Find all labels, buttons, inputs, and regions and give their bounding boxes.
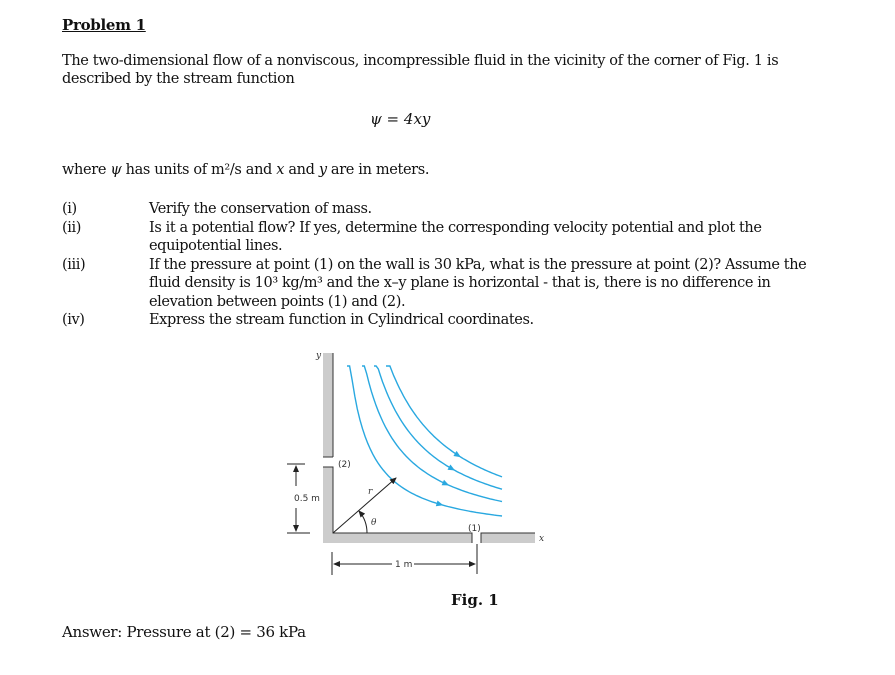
question-text: If the pressure at point (1) on the wall is 30 kPa, what is the pressure at point (2)? Assume the fluid density is 10³ kg/m³ and the x–y plane is horizontal - that is, there is no difference in elevation between points (1) and (2). — [149, 256, 807, 310]
question-number: (iv) — [62, 312, 85, 328]
y-axis-label: y — [316, 351, 322, 361]
units-suffix: are in meters. — [326, 162, 430, 178]
point-2-label: (2) — [338, 460, 351, 470]
equation-operator: = — [386, 110, 400, 128]
height-dim-label: 0.5 m — [294, 494, 320, 504]
units-psi: ψ — [110, 162, 122, 178]
equation-rhs: 4xy — [403, 110, 431, 128]
answer-text: Answer: Pressure at (2) = 36 kPa — [62, 623, 306, 641]
radius-label: r — [368, 487, 373, 497]
question-number: (ii) — [62, 219, 81, 236]
question-number: (iii) — [62, 256, 86, 273]
question-text: Express the stream function in Cylindrical coordinates. — [149, 312, 534, 328]
theta-label: θ — [371, 518, 377, 528]
theta-arc — [359, 511, 367, 533]
units-x: x — [276, 162, 285, 178]
x-axis-label: x — [539, 534, 545, 544]
streamline-arrow — [453, 451, 461, 457]
units-prefix: where — [62, 162, 111, 178]
corner-wall-edge — [323, 467, 472, 543]
question-text: Verify the conservation of mass. — [149, 201, 372, 217]
streamline — [386, 366, 502, 477]
width-dim-label: 1 m — [395, 560, 413, 570]
units-mid: has units of m²/s and — [121, 162, 277, 178]
equation-lhs: ψ — [370, 110, 382, 128]
figure-caption: Fig. 1 — [451, 591, 499, 609]
problem-intro: The two-dimensional flow of a nonviscous, incompressible fluid in the vicinity of the corner of Fig. 1 is described by the stream function — [62, 53, 779, 87]
question-number: (i) — [62, 201, 77, 217]
problem-title: Problem 1 — [62, 16, 146, 34]
question-text: Is it a potential flow? If yes, determine the corresponding velocity potential and plot the equipotential lines. — [149, 219, 762, 254]
vertical-wall-upper — [323, 353, 333, 457]
streamline-arrow — [436, 501, 444, 507]
streamline — [374, 366, 502, 489]
units-and: and — [284, 162, 319, 178]
corner-wall — [323, 467, 472, 543]
units-y: y — [318, 162, 327, 178]
point-1-label: (1) — [468, 524, 481, 534]
horizontal-wall-right — [481, 533, 535, 543]
radius-vector — [333, 478, 396, 533]
